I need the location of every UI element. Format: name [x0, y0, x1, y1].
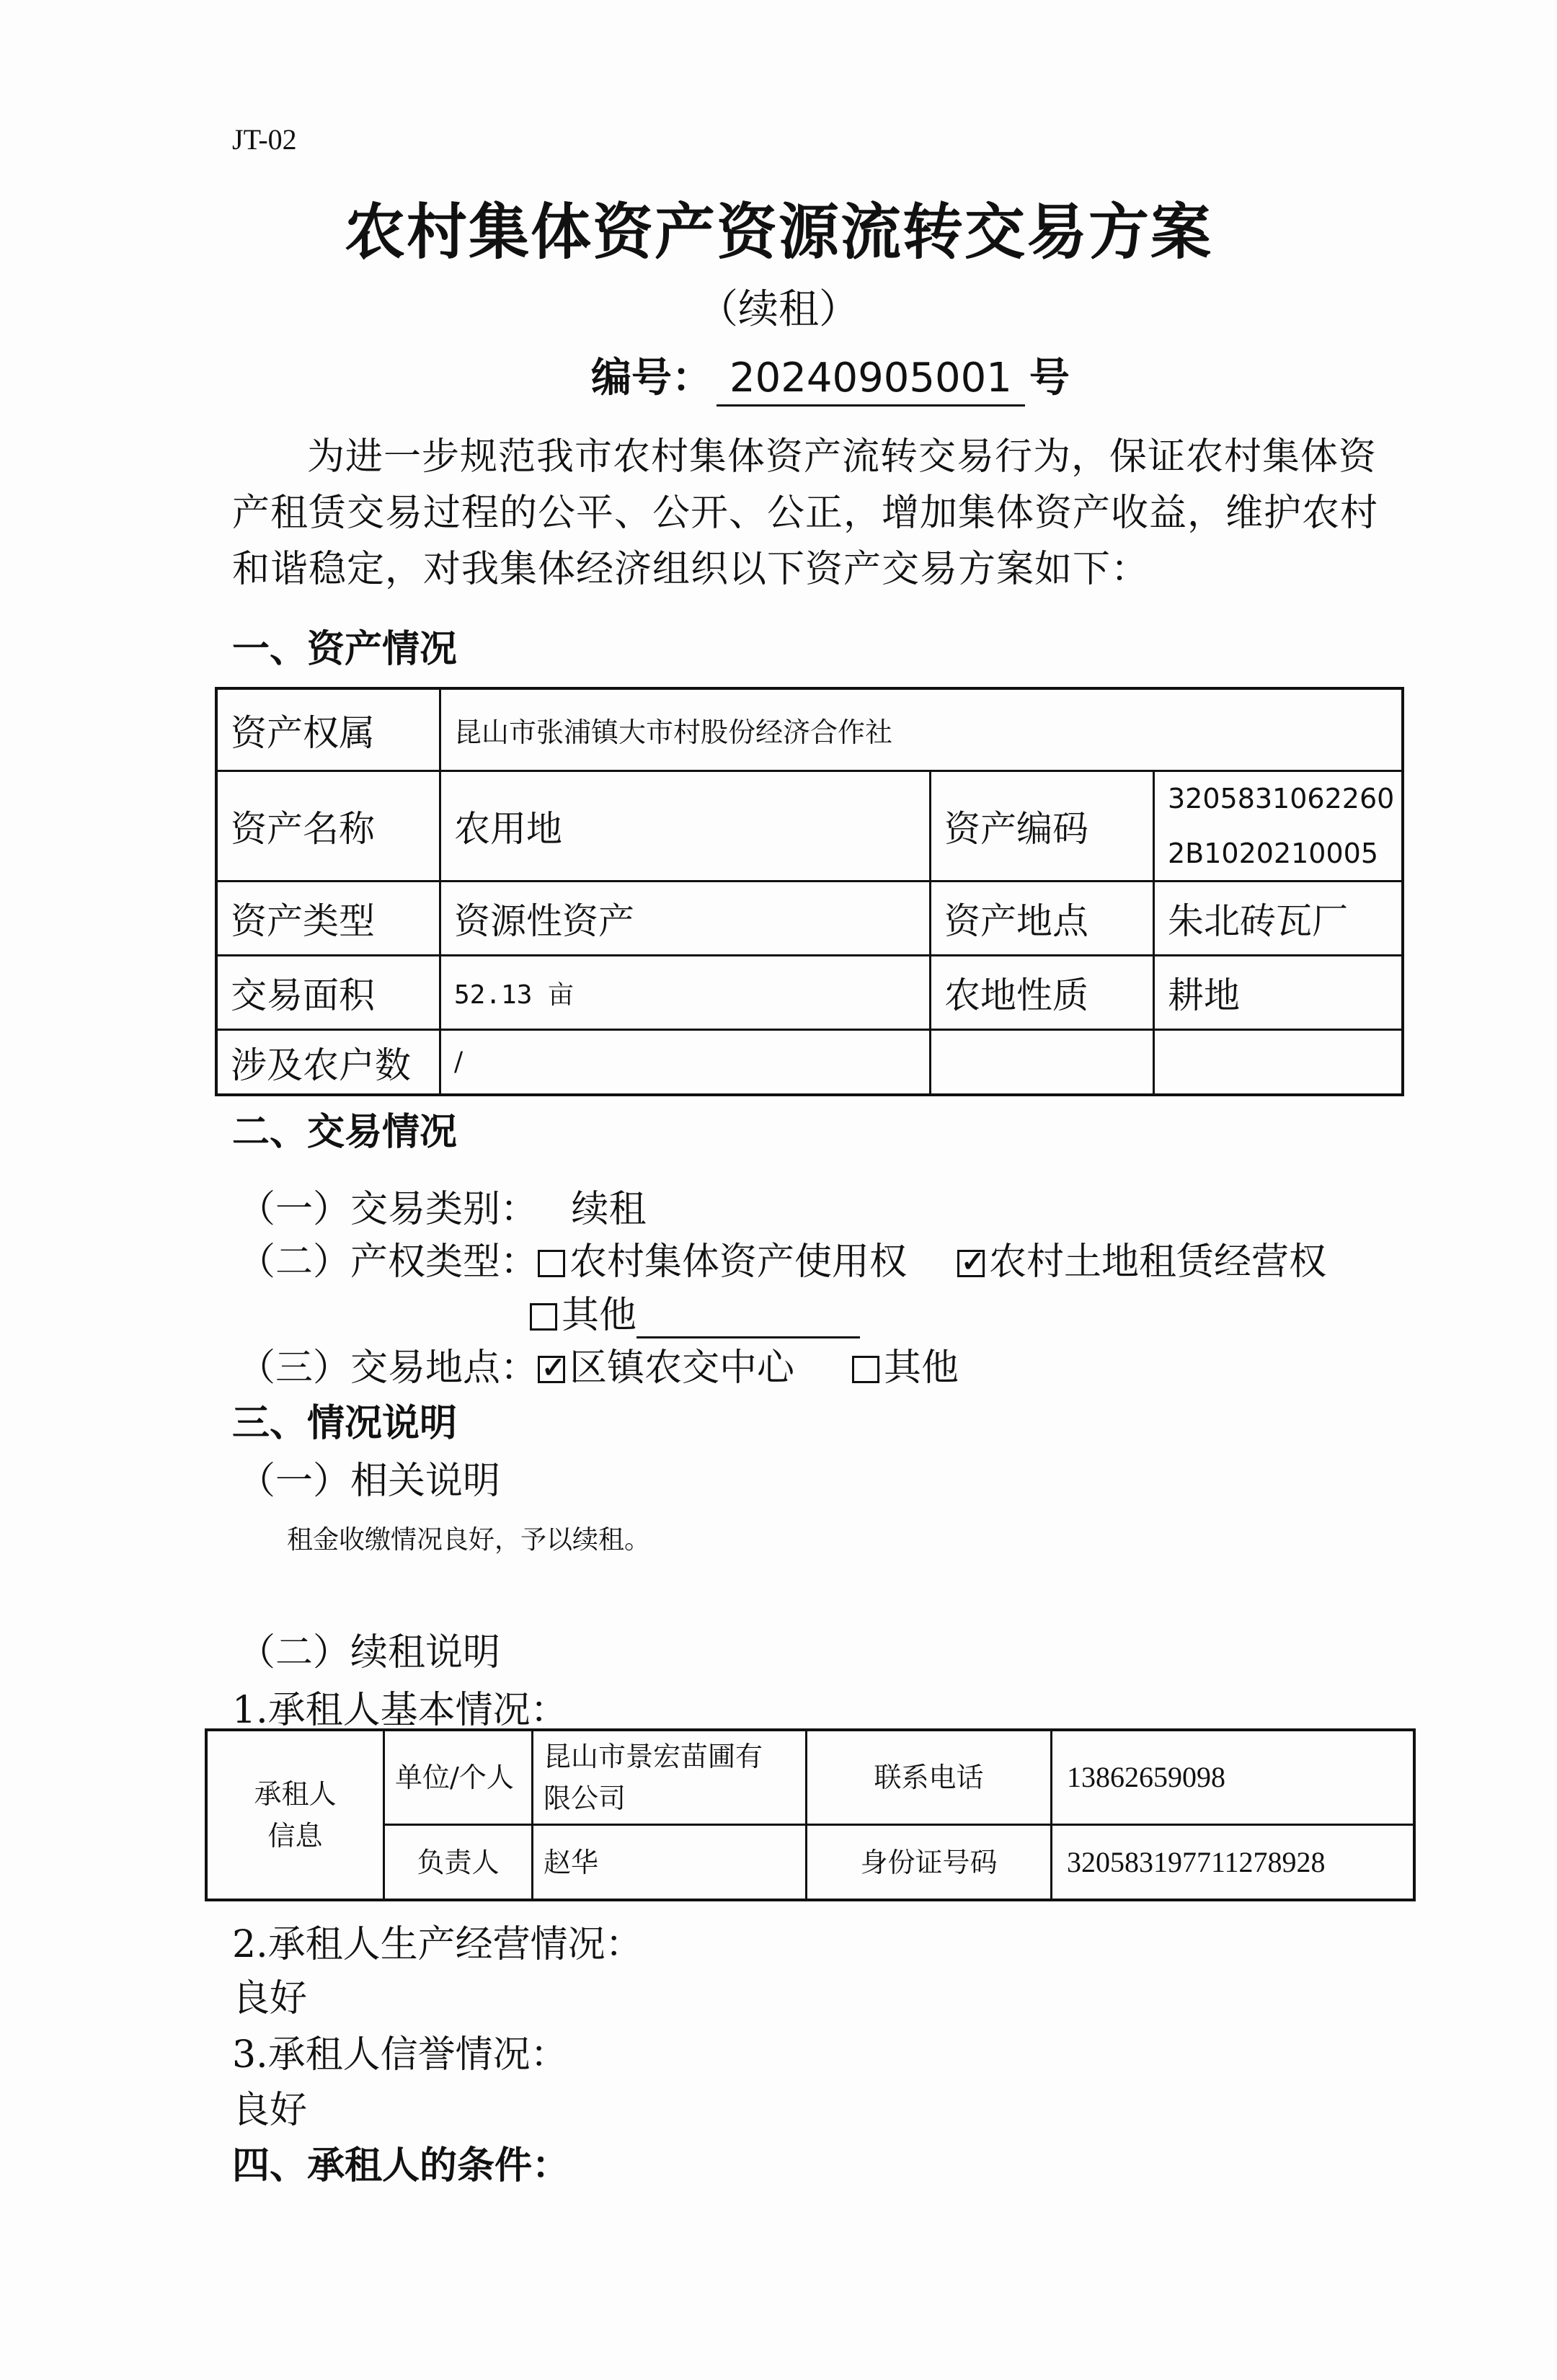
number-value: 20240905001	[717, 355, 1025, 407]
phone-label: 联系电话	[807, 1731, 1052, 1826]
type-value: 资源性资产	[441, 882, 931, 956]
lessee-operation-value: 良好	[232, 1977, 308, 2020]
code-value	[1155, 772, 1401, 882]
document-subtitle: （续租）	[698, 286, 859, 333]
renewal-explanation-heading: （二）续租说明	[238, 1631, 501, 1674]
nature-value: 耕地	[1155, 956, 1401, 1031]
asset-table	[215, 687, 1404, 1096]
place-opt2-label: 其他	[884, 1346, 959, 1390]
area-value: 52.13 亩	[441, 956, 931, 1031]
unit-label: 单位/个人	[385, 1731, 533, 1826]
related-explanation-heading: （一）相关说明	[238, 1460, 501, 1503]
document-code: JT-02	[232, 123, 297, 156]
section-heading-explanation: 三、情况说明	[232, 1402, 458, 1445]
right-type-row	[238, 1231, 1326, 1285]
category-label: （一）交易类别：	[238, 1188, 538, 1231]
owner-label: 资产权属	[218, 690, 441, 772]
checkbox-land-lease-right[interactable]	[957, 1250, 985, 1277]
id-value: 320583197711278928	[1067, 1845, 1326, 1878]
location-value: 朱北砖瓦厂	[1155, 882, 1401, 956]
phone-value: 13862659098	[1052, 1731, 1413, 1826]
nature-label: 农地性质	[931, 956, 1155, 1031]
section-heading-conditions: 四、承租人的条件：	[232, 2144, 570, 2188]
type-label: 资产类型	[218, 882, 441, 956]
lessee-basic-heading: 1.承租人基本情况：	[232, 1689, 568, 1732]
number-suffix: 号	[1029, 355, 1070, 401]
unit-value: 昆山市景宏苗圃有限公司	[533, 1731, 807, 1826]
lessee-operation-heading: 2.承租人生产经营情况：	[232, 1923, 643, 1966]
checkbox-right-other[interactable]	[530, 1303, 557, 1331]
intro-paragraph: 为进一步规范我市农村集体资产流转交易行为，保证农村集体资产租赁交易过程的公平、公开、公正，增加集体资产收益，维护农村和谐稳定，对我集体经济组织以下资产交易方案如下：	[232, 435, 1379, 591]
checkbox-collective-use-right[interactable]	[538, 1250, 565, 1277]
place-row	[238, 1337, 959, 1391]
empty-cell-2	[1155, 1031, 1401, 1093]
place-label: （三）交易地点：	[238, 1346, 538, 1390]
document-title: 农村集体资产资源流转交易方案	[344, 197, 1212, 267]
right-opt3-label: 其他	[562, 1294, 637, 1337]
code-value-line1: 3205831062260	[1168, 783, 1395, 814]
owner-value: 昆山市张浦镇大市村股份经济合作社	[441, 690, 1401, 772]
lessee-group-label: 承租人信息	[208, 1731, 385, 1899]
households-label: 涉及农户数	[218, 1031, 441, 1093]
section-heading-transaction: 二、交易情况	[232, 1111, 458, 1154]
empty-cell-1	[931, 1031, 1155, 1093]
right-other-blank[interactable]	[636, 1302, 860, 1338]
checkbox-district-center[interactable]	[538, 1356, 565, 1383]
lessee-credit-heading: 3.承租人信誉情况：	[232, 2033, 568, 2077]
name-value: 农用地	[441, 772, 931, 882]
document-number	[591, 346, 1070, 407]
right-opt1-label: 农村集体资产使用权	[569, 1240, 908, 1284]
area-label: 交易面积	[218, 956, 441, 1031]
section-heading-assets: 一、资产情况	[232, 628, 458, 671]
person-label: 负责人	[385, 1826, 533, 1899]
name-label: 资产名称	[218, 772, 441, 882]
id-label: 身份证号码	[807, 1826, 1052, 1899]
code-value-line2: 2B1020210005	[1168, 838, 1379, 869]
checkbox-place-other[interactable]	[852, 1356, 879, 1383]
right-type-other-row	[530, 1284, 860, 1338]
lessee-credit-value: 良好	[232, 2089, 308, 2132]
households-value: /	[441, 1031, 931, 1093]
transaction-category	[238, 1178, 647, 1233]
category-value: 续租	[571, 1188, 647, 1231]
right-opt2-label: 农村土地租赁经营权	[989, 1240, 1327, 1284]
person-value: 赵华	[533, 1826, 807, 1899]
place-opt1-label: 区镇农交中心	[569, 1346, 795, 1390]
lessee-table	[205, 1728, 1416, 1901]
location-label: 资产地点	[931, 882, 1155, 956]
number-label: 编号：	[591, 355, 712, 401]
code-label: 资产编码	[931, 772, 1155, 882]
related-explanation-text: 租金收缴情况良好，予以续租。	[287, 1525, 651, 1555]
right-type-label: （二）产权类型：	[238, 1240, 538, 1284]
